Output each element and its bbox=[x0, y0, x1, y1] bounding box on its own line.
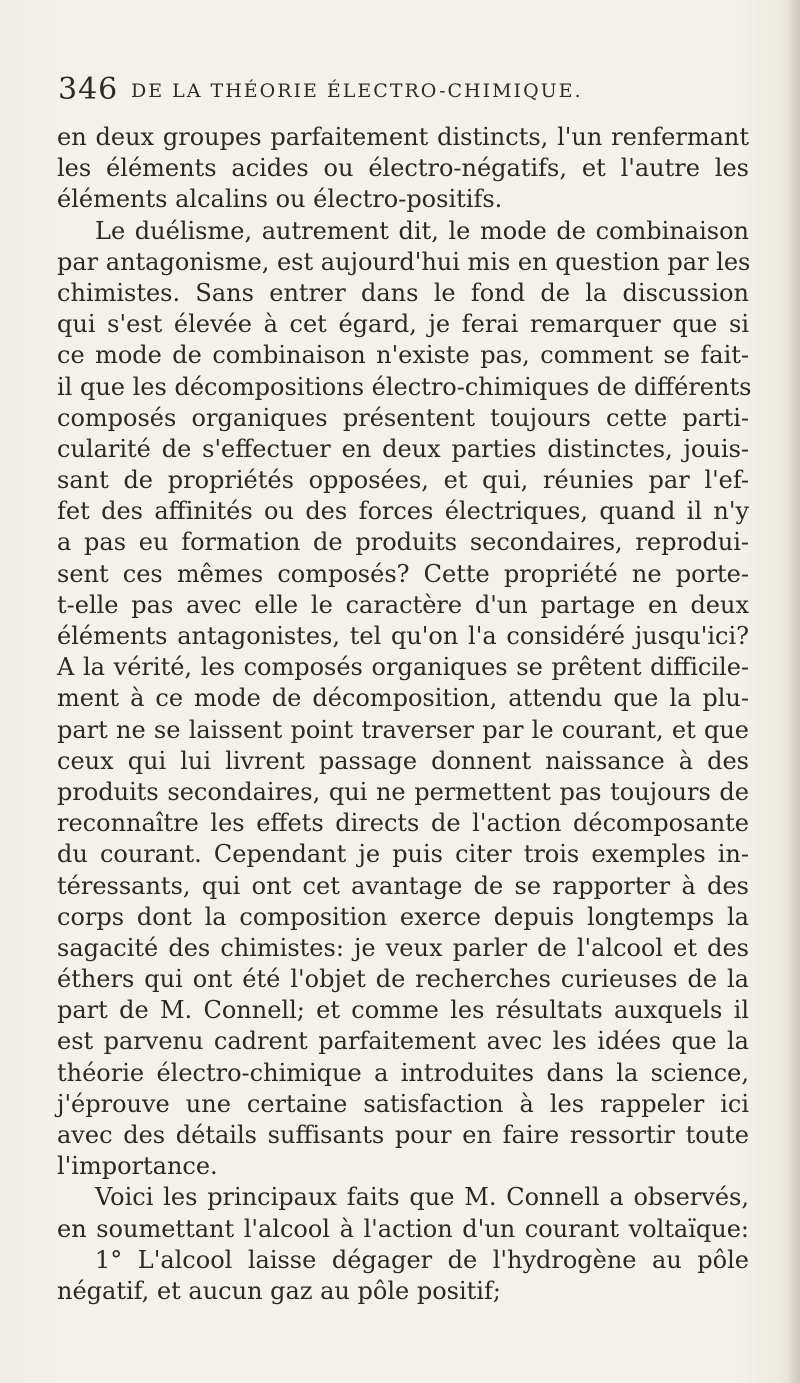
text-line: téressants, qui ont cet avantage de se rapporter à des bbox=[57, 871, 749, 900]
text-line: en deux groupes parfaitement distincts, l'un renfermant bbox=[57, 123, 749, 151]
text-line: du courant. Cependant je puis citer trois exemples in- bbox=[57, 840, 749, 869]
text-line: part ne se laissent point traverser par le courant, et que bbox=[57, 715, 749, 744]
text-line: ceux qui lui livrent passage donnent naissance à des bbox=[57, 746, 749, 775]
text-line: sagacité des chimistes: je veux parler de l'alcool et des bbox=[57, 933, 749, 962]
text-line: sant de propriétés opposées, et qui, réunies par l'ef- bbox=[57, 466, 749, 495]
text-line: reconnaître les effets directs de l'action décomposante bbox=[57, 809, 749, 838]
text-line: chimistes. Sans entrer dans le fond de la discussion bbox=[57, 278, 749, 307]
text-line: sent ces mêmes composés? Cette propriété ne porte- bbox=[57, 559, 749, 588]
text-line: a pas eu formation de produits secondaires, reprodui- bbox=[57, 528, 749, 557]
text-line: l'importance. bbox=[57, 1152, 218, 1181]
text-line: il que les décompositions électro-chimiques de différents bbox=[57, 372, 752, 401]
text-line: Le duélisme, autrement dit, le mode de combinaison bbox=[95, 216, 749, 245]
text-line: part de M. Connell; et comme les résultats auxquels il bbox=[57, 996, 749, 1025]
text-line: éthers qui ont été l'objet de recherches curieuses de la bbox=[57, 965, 749, 994]
text-line: composés organiques présentent toujours cette parti- bbox=[57, 403, 749, 432]
page-edge-shadow bbox=[786, 0, 800, 1383]
text-line: théorie électro-chimique a introduites dans la science, bbox=[57, 1058, 749, 1087]
text-line: 1° L'alcool laisse dégager de l'hydrogène au pôle bbox=[95, 1245, 749, 1274]
page-header bbox=[58, 72, 748, 112]
running-head: DE LA THÉORIE ÉLECTRO-CHIMIQUE. bbox=[131, 80, 583, 102]
text-line: par antagonisme, est aujourd'hui mis en question par les bbox=[57, 247, 751, 276]
text-line: produits secondaires, qui ne permettent pas toujours de bbox=[57, 777, 749, 806]
text-line: A la vérité, les composés organiques se prêtent difficile- bbox=[57, 653, 749, 682]
text-line: j'éprouve une certaine satisfaction à les rappeler ici bbox=[57, 1089, 749, 1118]
text-line: éléments alcalins ou électro-positifs. bbox=[57, 185, 503, 214]
text-line: cularité de s'effectuer en deux parties distinctes, jouis- bbox=[57, 434, 749, 463]
text-line: éléments antagonistes, tel qu'on l'a considéré jusqu'ici? bbox=[57, 622, 749, 650]
text-line: avec des détails suffisants pour en faire ressortir toute bbox=[57, 1121, 749, 1149]
text-line: négatif, et aucun gaz au pôle positif; bbox=[57, 1276, 501, 1305]
page-number: 346 bbox=[58, 72, 119, 107]
body-text bbox=[57, 122, 752, 1307]
text-line: t-elle pas avec elle le caractère d'un partage en deux bbox=[57, 590, 749, 619]
text-line: fet des affinités ou des forces électriques, quand il n'y bbox=[57, 497, 749, 526]
text-line: Voici les principaux faits que M. Connell a observés, bbox=[95, 1183, 749, 1212]
text-line: qui s'est élevée à cet égard, je ferai remarquer que si bbox=[57, 310, 749, 339]
text-line: ment à ce mode de décomposition, attendu que la plu- bbox=[57, 684, 749, 713]
text-line: en soumettant l'alcool à l'action d'un courant voltaïque: bbox=[57, 1214, 749, 1243]
text-line: ce mode de combinaison n'existe pas, comment se fait- bbox=[57, 341, 749, 370]
text-line: est parvenu cadrent parfaitement avec les idées que la bbox=[57, 1027, 749, 1056]
text-line: les éléments acides ou électro-négatifs, et l'autre les bbox=[57, 154, 749, 183]
text-line: corps dont la composition exerce depuis longtemps la bbox=[57, 902, 749, 931]
